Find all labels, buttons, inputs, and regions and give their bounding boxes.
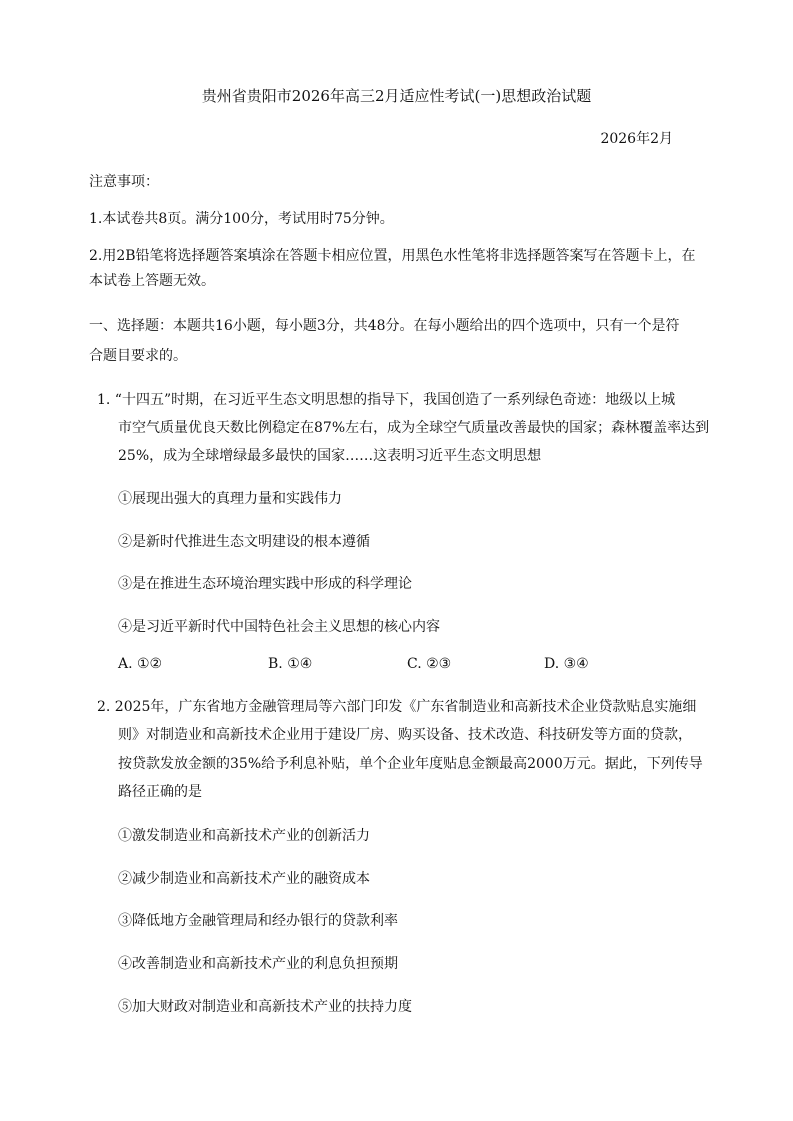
section-intro: 合题目要求的。 [89, 348, 187, 364]
option-a: A. ①② [118, 656, 163, 672]
question-2-stem: 按贷款发放金额的35%给予利息补贴，单个企业年度贴息金额最高2000万元。据此，下列传导 [118, 756, 703, 772]
question-2-statement: ④改善制造业和高新技术产业的利息负担预期 [118, 956, 398, 972]
exam-date: 2026年2月 [600, 131, 673, 147]
notice-heading: 注意事项： [89, 174, 159, 190]
question-2-statement: ⑤加大财政对制造业和高新技术产业的扶持力度 [118, 999, 412, 1015]
question-2-statement: ①激发制造业和高新技术产业的创新活力 [118, 828, 370, 844]
question-2-stem: 则》对制造业和高新技术企业用于建设厂房、购买设备、技术改造、科技研发等方面的贷款， [118, 727, 692, 743]
option-d: D. ③④ [544, 656, 589, 672]
option-b: B. ①④ [268, 656, 313, 672]
question-1-stem: 市空气质量优良天数比例稳定在87%左右，成为全球空气质量改善最快的国家；森林覆盖率达到 [118, 420, 710, 436]
option-c: C. ②③ [407, 656, 452, 672]
question-1-options [118, 654, 678, 674]
exam-title: 贵州省贵阳市2026年高三2月适应性考试(一)思想政治试题 [201, 87, 592, 105]
question-2-stem: 2. 2025年，广东省地方金融管理局等六部门印发《广东省制造业和高新技术企业贷款贴息实施细 [97, 699, 697, 715]
notice-item: 2.用2B铅笔将选择题答案填涂在答题卡相应位置，用黑色水性笔将非选择题答案写在答题卡上，在 [89, 248, 696, 264]
notice-item: 本试卷上答题无效。 [89, 273, 215, 289]
question-1-statement: ④是习近平新时代中国特色社会主义思想的核心内容 [118, 619, 440, 635]
question-2-statement: ③降低地方金融管理局和经办银行的贷款利率 [118, 913, 398, 929]
question-1-stem: 25%，成为全球增绿最多最快的国家……这表明习近平生态文明思想 [118, 448, 542, 464]
question-1-statement: ③是在推进生态环境治理实践中形成的科学理论 [118, 576, 412, 592]
section-intro: 一、选择题：本题共16小题，每小题3分，共48分。在每小题给出的四个选项中，只有一个是符 [89, 318, 680, 334]
notice-item: 1.本试卷共8页。满分100分，考试用时75分钟。 [89, 211, 394, 227]
question-2-statement: ②减少制造业和高新技术产业的融资成本 [118, 871, 370, 887]
question-1-stem: 1. “十四五”时期，在习近平生态文明思想的指导下，我国创造了一系列绿色奇迹：地级以上城 [97, 392, 676, 408]
question-1-statement: ②是新时代推进生态文明建设的根本遵循 [118, 534, 370, 550]
question-2-stem: 路径正确的是 [118, 784, 202, 800]
question-1-statement: ①展现出强大的真理力量和实践伟力 [118, 491, 342, 507]
